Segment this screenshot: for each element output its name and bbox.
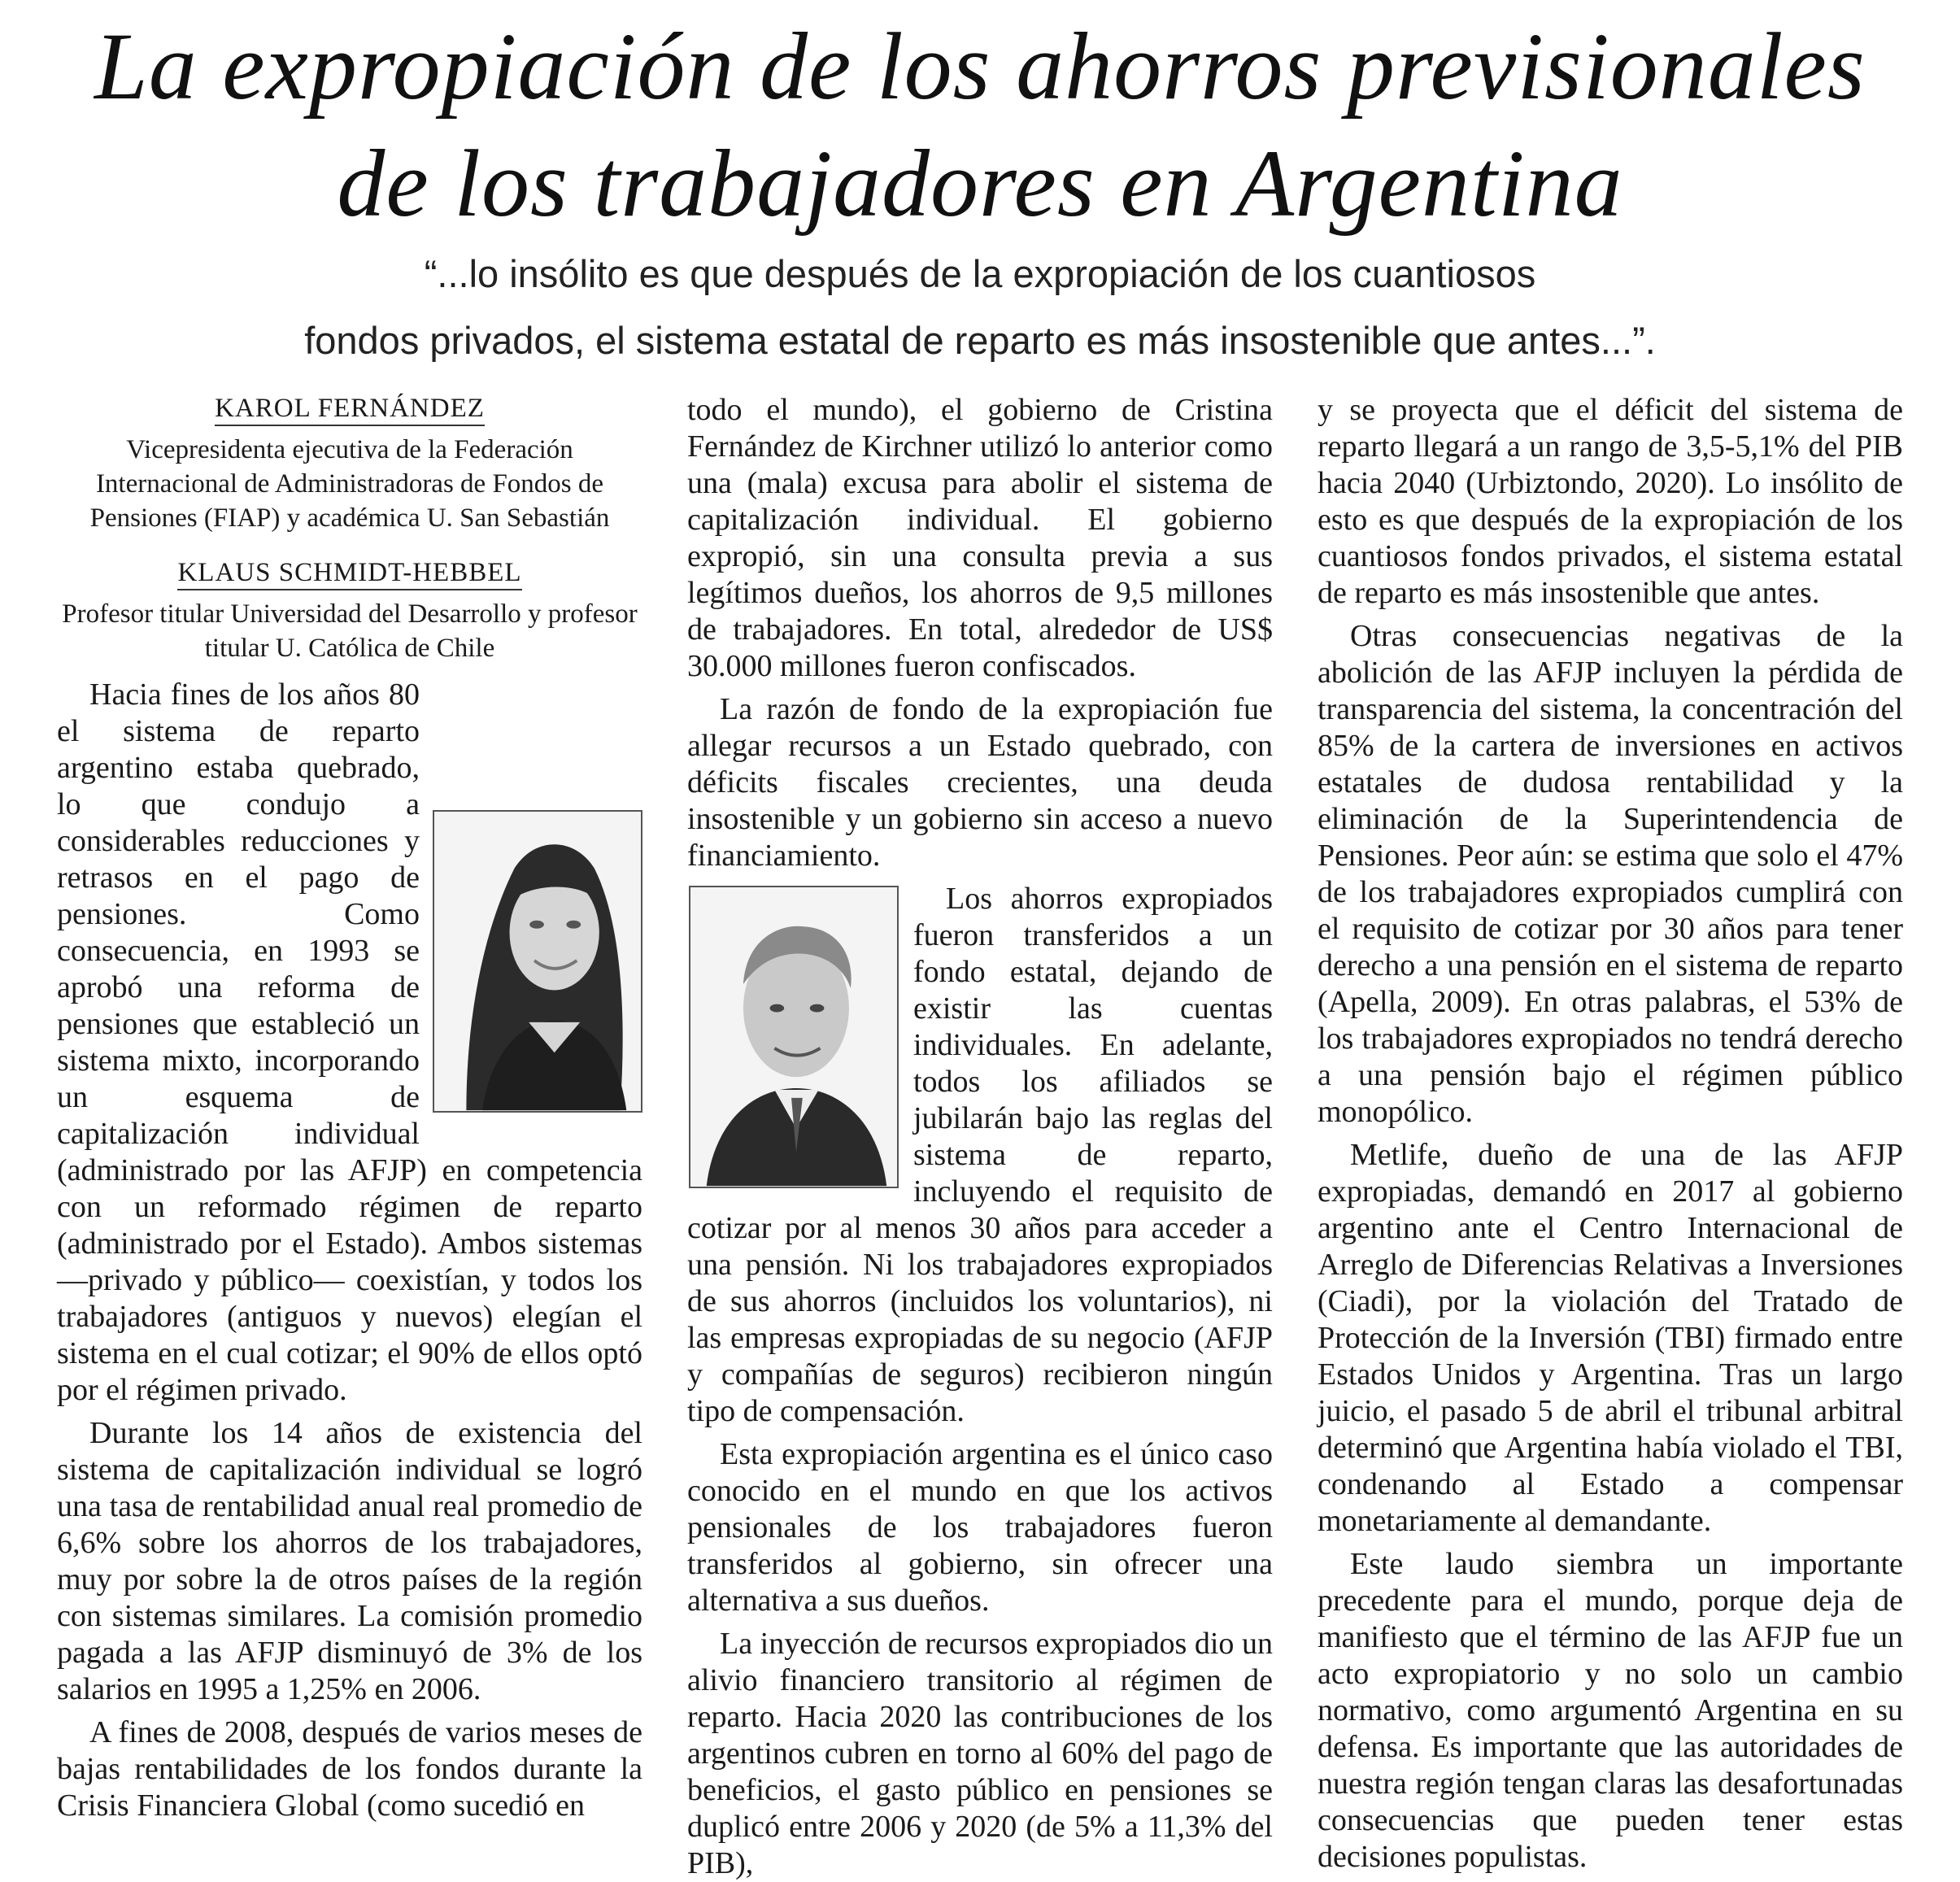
man-portrait-icon <box>690 887 897 1187</box>
paragraph: La razón de fondo de la expropiación fue allegar recursos a un Estado quebrado, con déficits fiscales crecientes, una deuda insostenible y un gobierno sin acceso a nuevo financiamiento. <box>687 692 1273 873</box>
woman-portrait-photo <box>433 810 642 1113</box>
paragraph: Metlife, dueño de una de las AFJP expropiadas, demandó en 2017 al gobierno argentino ante el Centro Internacional de Arreglo de Diferencias Relativas a Inversiones (Ciadi), por la violación del Tratado de Protección de la Inversión (TBI) firmado entre Estados Unidos y Argentina. Tras un largo juicio, el pasado 5 de abril el tribunal arbitral determinó que Argentina había violado el TBI, condenando al Estado a compensar monetariamente al demandante. <box>1318 1138 1903 1538</box>
woman-portrait-icon <box>434 812 641 1111</box>
paragraph: Hacia fines de los años 80 el sistema de reparto argentino estaba quebrado, lo que condujo a considerables reducciones y retrasos en el pago de pensiones. Como consecuencia, en 1993 se aprobó una reforma de pensiones que estableció un sistema mixto, incorporando un esquema de capitalización individual (administrado por las AFJP) en competencia con un reformado régimen de reparto (administrado por el Estado). Ambos sistemas —privado y público— coexistían, y todos los trabajadores (antiguos y nuevos) elegían el sistema en el cual cotizar; el 90% de ellos optó por el régimen privado. <box>57 677 642 1407</box>
paragraph: Durante los 14 años de existencia del sistema de capitalización individual se logró una tasa de rentabilidad anual real promedio de 6,6% sobre los ahorros de los trabajadores, muy por sobre la de otros países de la región con sistemas similares. La comisión promedio pagada a las AFJP disminuyó de 3% de los salarios en 1995 a 1,25% en 2006. <box>57 1416 642 1706</box>
pull-quote-line-2: fondos privados, el sistema estatal de reparto es más insostenible que antes...”. <box>304 319 1656 362</box>
man-portrait-photo <box>689 886 899 1188</box>
headline <box>33 8 1927 242</box>
column-2 <box>687 392 1273 1882</box>
author-affiliation: Profesor titular Universidad del Desarrollo y profesor titular U. Católica de Chile <box>62 599 638 663</box>
paragraph: y se proyecta que el déficit del sistema de reparto llegará a un rango de 3,5-5,1% del PIB hacia 2040 (Urbiztondo, 2020). Lo insólito de esto es que después de la expropiación de los cuantiosos fondos privados, el sistema estatal de reparto es más insostenible que antes. <box>1318 393 1903 610</box>
paragraph: Esta expropiación argentina es el único caso conocido en el mundo en que los activos pensionales de los trabajadores fueron transferidos al gobierno, sin ofrecer una alternativa a sus dueños. <box>687 1437 1273 1618</box>
author-name: KLAUS SCHMIDT-HEBBEL <box>57 556 642 589</box>
paragraph: Otras consecuencias negativas de la abolición de las AFJP incluyen la pérdida de transparencia del sistema, la concentración del 85% de la cartera de inversiones en activos estatales de dudosa rentabilidad y la eliminación de la Superintendencia de Pensiones. Peor aún: se estima que solo el 47% de los trabajadores expropiados cumplirá con el requisito de cotizar por 30 años para tener derecho a una pensión en el sistema de reparto (Apella, 2009). En otras palabras, el 53% de los trabajadores expropiados no tendrá derecho a una pensión bajo el régimen público monopólico. <box>1318 619 1903 1129</box>
headline-line-2: de los trabajadores en Argentina <box>337 130 1623 237</box>
paragraph: A fines de 2008, después de varios meses de bajas rentabilidades de los fondos durante la Crisis Financiera Global (como sucedió en <box>57 1715 642 1823</box>
column-1 <box>57 392 642 1824</box>
paragraph: La inyección de recursos expropiados dio un alivio financiero transitorio al régimen de reparto. Hacia 2020 las contribuciones de los argentinos cubren en torno al 60% del pago de beneficios, el gasto público en pensiones se duplicó entre 2006 y 2020 (de 5% a 11,3% del PIB), <box>687 1627 1273 1880</box>
paragraph: Este laudo siembra un importante precedente para el mundo, porque deja de manifiesto que el término de las AFJP fue un acto expropiatorio y no solo un cambio normativo, como argumentó Argentina en su defensa. Es importante que las autoridades de nuestra región tengan claras las desafortunadas consecuencias que pueden tener estas decisiones populistas. <box>1318 1547 1903 1874</box>
paragraph: Los ahorros expropiados fueron transferidos a un fondo estatal, dejando de existir las cuentas individuales. En adelante, todos los afiliados se jubilarán bajo las reglas del sistema de reparto, incluyendo el requisito de cotizar por al menos 30 años para acceder a una pensión. Ni los trabajadores expropiados de sus ahorros (incluidos los voluntarios), ni las empresas expropiadas de su negocio (AFJP y compañías de seguros) recibieron ningún tipo de compensación. <box>687 882 1273 1428</box>
author-name: KAROL FERNÁNDEZ <box>57 392 642 425</box>
pull-quote-line-1: “...lo insólito es que después de la expropiación de los cuantiosos <box>424 252 1536 295</box>
author-affiliation: Vicepresidenta ejecutiva de la Federación Internacional de Administradoras de Fondos de Pensiones (FIAP) y académica U. San Sebastián <box>89 435 610 533</box>
headline-line-1: La expropiación de los ahorros previsionales <box>94 13 1866 120</box>
pull-quote <box>122 241 1838 374</box>
column-3 <box>1318 392 1903 1875</box>
paragraph: todo el mundo), el gobierno de Cristina Fernández de Kirchner utilizó lo anterior como una (mala) excusa para abolir el sistema de capitalización individual. El gobierno expropió, sin una consulta previa a sus legítimos dueños, los ahorros de 9,5 millones de trabajadores. En total, alrededor de US$ 30.000 millones fueron confiscados. <box>687 393 1273 683</box>
